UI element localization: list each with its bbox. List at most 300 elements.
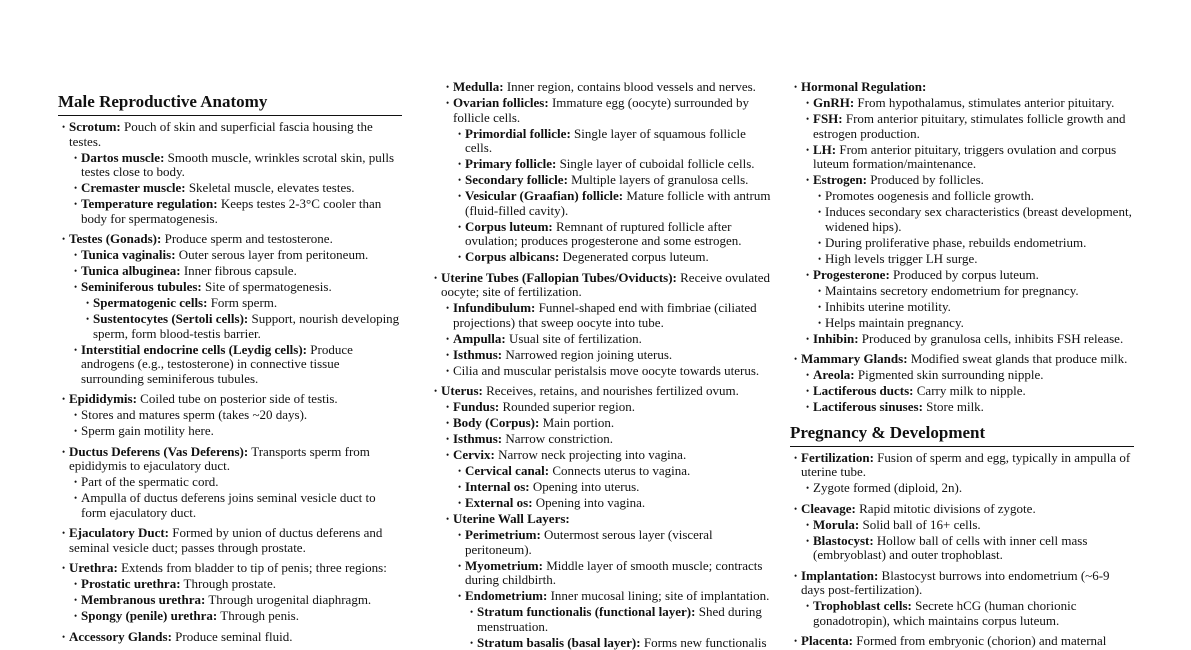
term-label: Seminiferous tubules: [81,279,202,294]
term-description: Forms new functionalis [641,635,767,650]
item-text-line [813,383,1026,398]
item-text-line [825,251,977,266]
term-description: Part of the spermatic cord. [81,474,219,489]
item-text-line [465,479,639,494]
item-text-line [825,315,964,330]
item-text-line [81,279,332,294]
list-item-uterus [430,384,775,650]
list-item-ductus-deferens-vas-deferens [58,445,402,521]
term-description: Narrow constriction. [502,431,613,446]
term-label: Blastocyst: [813,533,874,548]
term-label: Scrotum: [69,119,121,134]
term-label: Cremaster muscle: [81,180,186,195]
list-item-helps-maintain-pregnancy [814,316,1134,331]
item-text-line [69,444,370,474]
item-text-line [825,299,951,314]
term-label: Cleavage: [801,501,856,516]
term-description: Cilia and muscular peristalsis move oocyte towards uterus. [453,363,759,378]
column-female-anatomy [430,80,775,650]
term-label: Primary follicle: [465,156,556,171]
term-description: Produce sperm and testosterone. [161,231,332,246]
list-item-internal-os [454,480,775,495]
term-description: Produced by follicles. [867,172,984,187]
item-text-line [825,235,1086,250]
item-text-line [81,263,297,278]
term-description: Through prostate. [181,576,276,591]
term-label: Fertilization: [801,450,874,465]
item-text-line [93,295,277,310]
term-description: Narrow neck projecting into vagina. [495,447,686,462]
term-description: Connects uterus to vagina. [549,463,690,478]
list-item-membranous-urethra [70,593,402,608]
item-text-line [453,79,756,94]
sub-list [441,301,775,378]
item-text-line [81,407,307,422]
item-text-line [69,629,293,644]
list-item-gnrh [802,96,1134,111]
item-text-line [453,447,686,462]
term-description: Hollow ball of cells with inner cell mass (embryoblast) and outer trophoblast. [813,533,1087,563]
column-hormones-pregnancy [790,80,1134,649]
list-item-perimetrium [454,528,775,557]
list-item-cremaster-muscle [70,181,402,196]
term-label: Medulla: [453,79,504,94]
sub-list [453,464,775,511]
list-item-uterine-tubes-fallopian-tubes-oviducts [430,271,775,379]
item-text-line [81,592,371,607]
item-text-line [453,347,672,362]
item-text-line [465,588,769,603]
term-description: Rapid mitotic divisions of zygote. [856,501,1036,516]
list-item-inhibin [802,332,1134,347]
list-item-accessory-glands [58,630,402,645]
term-label: Epididymis: [69,391,137,406]
list-item-interstitial-endocrine-cells-leydig-cell [70,343,402,387]
term-description: From anterior pituitary, stimulates follicle growth and estrogen production. [813,111,1126,141]
term-label: Isthmus: [453,347,502,362]
sub-list [81,296,402,341]
term-label: Ampulla: [453,331,506,346]
list-item-tunica-vaginalis [70,248,402,263]
term-description: Helps maintain pregnancy. [825,315,964,330]
item-text-line [81,608,299,623]
list-item-cilia-and-muscular-peristalsis-move-oocy [442,364,775,379]
term-label: Lactiferous sinuses: [813,399,923,414]
term-description: Produced by granulosa cells, inhibits FSH release. [859,331,1124,346]
list-item-lh [802,143,1134,172]
item-text-line [813,533,1087,563]
sub-list [813,284,1134,331]
term-description: Single layer of cuboidal follicle cells. [556,156,754,171]
list-item-maintains-secretory-endometrium-for-preg [814,284,1134,299]
item-text-line [453,363,759,378]
term-label: LH: [813,142,836,157]
item-text-line [813,267,1039,282]
term-label: Prostatic urethra: [81,576,181,591]
term-label: Progesterone: [813,267,890,282]
item-text-line [453,415,614,430]
item-text-line [441,270,770,300]
term-label: Placenta: [801,633,853,648]
term-description: Ampulla of ductus deferens joins seminal vesicle duct to form ejaculatory duct. [81,490,376,520]
term-description: Support, nourish developing sperm, form blood-testis barrier. [93,311,399,341]
term-description: Modified sweat glands that produce milk. [908,351,1128,366]
term-label: Trophoblast cells: [813,598,912,613]
list-item-lactiferous-ducts [802,384,1134,399]
list-item-during-proliferative-phase-rebuilds-endo [814,236,1134,251]
sub-list [453,127,775,265]
sub-list [801,599,1134,628]
list-item-ovarian-follicles [442,96,775,265]
term-description: Mature follicle with antrum (fluid-filled cavity). [465,188,770,218]
list-item-estrogen [802,173,1134,266]
term-label: Primordial follicle: [465,126,571,141]
sub-list [441,400,775,650]
list-item-areola [802,368,1134,383]
term-description: Extends from bladder to tip of penis; three regions: [118,560,387,575]
term-label: FSH: [813,111,843,126]
list-item-mammary-glands [790,352,1134,415]
item-text-line [81,423,214,438]
term-label: Ductus Deferens (Vas Deferens): [69,444,248,459]
item-text-line [825,204,1132,234]
item-text-line [81,180,355,195]
term-description: From anterior pituitary, triggers ovulation and corpus luteum formation/maintenance. [813,142,1116,172]
list-item-secondary-follicle [454,173,775,188]
female-anatomy-list [430,80,775,650]
term-label: Body (Corpus): [453,415,539,430]
term-description: Inner mucosal lining; site of implantation. [547,588,769,603]
term-description: Produce androgens (e.g., testosterone) in connective tissue surrounding seminiferous tubules. [81,342,353,386]
list-item-corpus-luteum [454,220,775,249]
list-item-isthmus [442,348,775,363]
list-item-spongy-penile-urethra [70,609,402,624]
list-item-trophoblast-cells [802,599,1134,628]
list-item-tunica-albuginea [70,264,402,279]
term-description: Formed from embryonic (chorion) and maternal [853,633,1106,648]
term-label: Temperature regulation: [81,196,218,211]
term-description: Smooth muscle, wrinkles scrotal skin, pulls testes close to body. [81,150,394,180]
list-item-endometrium [454,589,775,650]
term-label: Ovarian follicles: [453,95,549,110]
term-description: Promotes oogenesis and follicle growth. [825,188,1034,203]
term-label: Isthmus: [453,431,502,446]
term-description: Form sperm. [207,295,277,310]
list-item-fertilization [790,451,1134,496]
list-item-implantation [790,569,1134,629]
item-text-line [69,560,387,575]
list-item-fsh [802,112,1134,141]
item-text-line [813,95,1114,110]
list-item-lactiferous-sinuses [802,400,1134,415]
list-item-dartos-muscle [70,151,402,180]
term-description: Opening into vagina. [533,495,646,510]
term-description: Outer serous layer from peritoneum. [176,247,369,262]
term-description: Immature egg (oocyte) surrounded by follicle cells. [453,95,749,125]
term-label: Cervix: [453,447,495,462]
term-description: Carry milk to nipple. [914,383,1026,398]
item-text-line [465,463,690,478]
term-description: Formed by union of ductus deferens and seminal vesicle duct; passes through prostate. [69,525,382,555]
item-text-line [453,331,642,346]
item-text-line [813,598,1076,628]
sub-list [465,605,775,650]
term-label: Morula: [813,517,859,532]
term-description: Rounded superior region. [499,399,635,414]
term-description: Multiple layers of granulosa cells. [568,172,749,187]
list-item-morula [802,518,1134,533]
item-text-line [465,219,742,249]
term-label: Perimetrium: [465,527,541,542]
term-description: Remnant of ruptured follicle after ovulation; produces progesterone and some estrogen. [465,219,742,249]
sub-list [801,96,1134,346]
list-item-spermatogenic-cells [82,296,402,311]
item-text-line [813,331,1123,346]
term-description: Coiled tube on posterior side of testis. [137,391,338,406]
term-description: Receives, retains, and nourishes fertilized ovum. [483,383,739,398]
item-text-line [81,474,219,489]
list-item-cervical-canal [454,464,775,479]
term-label: Internal os: [465,479,530,494]
item-text-line [69,231,333,246]
term-description: Funnel-shaped end with fimbriae (ciliated projections) that sweep oocyte into tube. [453,300,757,330]
item-text-line [81,196,381,226]
item-text-line [801,633,1106,648]
item-text-line [465,172,748,187]
term-description: Receive ovulated oocyte; site of fertilization. [441,270,770,300]
term-label: Urethra: [69,560,118,575]
term-label: Interstitial endocrine cells (Leydig cells): [81,342,307,357]
term-description: Inner fibrous capsule. [181,263,297,278]
list-item-cleavage [790,502,1134,563]
list-item-ampulla-of-ductus-deferens-joins-seminal [70,491,402,520]
term-label: Tunica albuginea: [81,263,181,278]
item-text-line [813,480,962,495]
sub-list [69,408,402,439]
sub-list [813,189,1134,266]
item-text-line [81,576,276,591]
term-description: Secrete hCG (human chorionic gonadotropin), which maintains corpus luteum. [813,598,1076,628]
list-item-blastocyst [802,534,1134,563]
list-item-vesicular-graafian-follicle [454,189,775,218]
list-item-sperm-gain-motility-here [70,424,402,439]
term-description: Zygote formed (diploid, 2n). [813,480,962,495]
list-item-ejaculatory-duct [58,526,402,555]
list-item-inhibits-uterine-motility [814,300,1134,315]
list-item-temperature-regulation [70,197,402,226]
term-description: Site of spermatogenesis. [202,279,332,294]
term-label: Hormonal Regulation: [801,79,926,94]
term-label: External os: [465,495,533,510]
term-label: Testes (Gonads): [69,231,161,246]
item-text-line [441,383,739,398]
term-description: Fusion of sperm and egg, typically in ampulla of uterine tube. [801,450,1130,480]
item-text-line [813,367,1044,382]
list-item-stores-and-matures-sperm-takes-20-days [70,408,402,423]
list-item-medulla [442,80,775,95]
list-item-prostatic-urethra [70,577,402,592]
item-text-line [69,391,338,406]
sub-list [453,528,775,650]
item-text-line [69,525,382,555]
item-text-line [453,300,757,330]
list-item-primary-follicle [454,157,775,172]
list-item-isthmus [442,432,775,447]
term-description: Inhibits uterine motility. [825,299,951,314]
term-description: Transports sperm from epididymis to ejaculatory duct. [69,444,370,474]
list-item-hormonal-regulation [790,80,1134,346]
item-text-line [453,431,613,446]
term-label: Accessory Glands: [69,629,172,644]
term-description: Store milk. [923,399,984,414]
list-item-promotes-oogenesis-and-follicle-growth [814,189,1134,204]
list-item-testes-gonads [58,232,402,386]
term-label: Endometrium: [465,588,547,603]
list-item-body-corpus [442,416,775,431]
item-text-line [453,511,570,526]
term-label: Uterine Tubes (Fallopian Tubes/Oviducts): [441,270,677,285]
item-text-line [453,95,749,125]
list-item-urethra [58,561,402,624]
sub-list [801,368,1134,415]
item-text-line [465,188,770,218]
item-text-line [801,568,1110,598]
list-item-high-levels-trigger-lh-surge [814,252,1134,267]
term-description: During proliferative phase, rebuilds endometrium. [825,235,1086,250]
term-label: Mammary Glands: [801,351,908,366]
term-description: Induces secondary sex characteristics (breast development, widened hips). [825,204,1132,234]
term-label: Corpus albicans: [465,249,559,264]
term-label: Corpus luteum: [465,219,553,234]
sub-list [69,475,402,520]
term-description: From hypothalamus, stimulates anterior pituitary. [854,95,1114,110]
term-label: Vesicular (Graafian) follicle: [465,188,623,203]
term-label: Sustentocytes (Sertoli cells): [93,311,248,326]
sub-list [69,248,402,386]
item-text-line [81,150,394,180]
list-item-scrotum [58,120,402,226]
term-label: Ejaculatory Duct: [69,525,169,540]
item-text-line [825,283,1079,298]
item-text-line [465,558,762,588]
term-description: Main portion. [539,415,614,430]
term-label: Spermatogenic cells: [93,295,207,310]
term-description: Maintains secretory endometrium for pregnancy. [825,283,1079,298]
list-item-sustentocytes-sertoli-cells [82,312,402,341]
term-description: Opening into uterus. [530,479,640,494]
term-description: Skeletal muscle, elevates testes. [186,180,355,195]
list-item-myometrium [454,559,775,588]
item-text-line [801,79,926,94]
sub-list [69,151,402,227]
term-label: Membranous urethra: [81,592,205,607]
term-description: Solid ball of 16+ cells. [859,517,980,532]
item-text-line [813,517,981,532]
item-text-line [465,126,746,156]
list-item-ampulla [442,332,775,347]
item-text-line [69,119,373,149]
column-male-anatomy [58,92,402,644]
term-description: Degenerated corpus luteum. [559,249,708,264]
section-title-pregnancy: Pregnancy & Development [790,423,1134,447]
term-label: Dartos muscle: [81,150,164,165]
list-item-part-of-the-spermatic-cord [70,475,402,490]
term-description: Middle layer of smooth muscle; contracts during childbirth. [465,558,762,588]
term-label: Lactiferous ducts: [813,383,914,398]
term-description: Pigmented skin surrounding nipple. [855,367,1044,382]
term-label: Myometrium: [465,558,543,573]
item-text-line [465,495,645,510]
term-description: Keeps testes 2-3°C cooler than body for spermatogenesis. [81,196,381,226]
sub-list [801,518,1134,563]
item-text-line [813,111,1126,141]
item-text-line [477,635,767,650]
term-label: Stratum basalis (basal layer): [477,635,641,650]
list-item-corpus-albicans [454,250,775,265]
term-description: Pouch of skin and superficial fascia housing the testes. [69,119,373,149]
item-text-line [813,172,984,187]
list-item-fundus [442,400,775,415]
term-label: Implantation: [801,568,878,583]
item-text-line [81,490,376,520]
term-label: Inhibin: [813,331,859,346]
item-text-line [465,156,755,171]
term-label: Cervical canal: [465,463,549,478]
item-text-line [465,527,713,557]
term-label: Secondary follicle: [465,172,568,187]
term-description: Blastocyst burrows into endometrium (~6-9 days post-fertilization). [801,568,1110,598]
sub-list [69,577,402,624]
item-text-line [825,188,1034,203]
term-description: Through urogenital diaphragm. [205,592,371,607]
term-label: Stratum functionalis (functional layer): [477,604,695,619]
list-item-stratum-basalis-basal-layer [466,636,775,650]
term-label: Infundibulum: [453,300,535,315]
term-description: Narrowed region joining uterus. [502,347,672,362]
list-item-zygote-formed-diploid-2n [802,481,1134,496]
item-text-line [453,399,635,414]
list-item-primordial-follicle [454,127,775,156]
list-item-induces-secondary-sex-characteristics-br [814,205,1134,234]
term-description: Sperm gain motility here. [81,423,214,438]
item-text-line [81,342,353,386]
list-item-epididymis [58,392,402,439]
sub-list [801,481,1134,496]
term-description: Outermost serous layer (visceral peritoneum). [465,527,713,557]
term-label: Uterus: [441,383,483,398]
male-anatomy-list [58,120,402,644]
term-description: Single layer of squamous follicle cells. [465,126,746,156]
pregnancy-list [790,451,1134,649]
list-item-stratum-functionalis-functional-layer [466,605,775,634]
list-item-infundibulum [442,301,775,330]
list-item-placenta [790,634,1134,649]
item-text-line [801,351,1127,366]
item-text-line [801,501,1036,516]
term-description: Stores and matures sperm (takes ~20 days). [81,407,307,422]
item-text-line [813,142,1116,172]
term-label: Areola: [813,367,855,382]
term-description: Produced by corpus luteum. [890,267,1039,282]
term-label: Uterine Wall Layers: [453,511,570,526]
item-text-line [801,450,1130,480]
item-text-line [81,247,368,262]
term-label: Spongy (penile) urethra: [81,608,217,623]
item-text-line [93,311,399,341]
list-item-progesterone [802,268,1134,331]
term-description: Inner region, contains blood vessels and nerves. [504,79,756,94]
term-description: High levels trigger LH surge. [825,251,977,266]
